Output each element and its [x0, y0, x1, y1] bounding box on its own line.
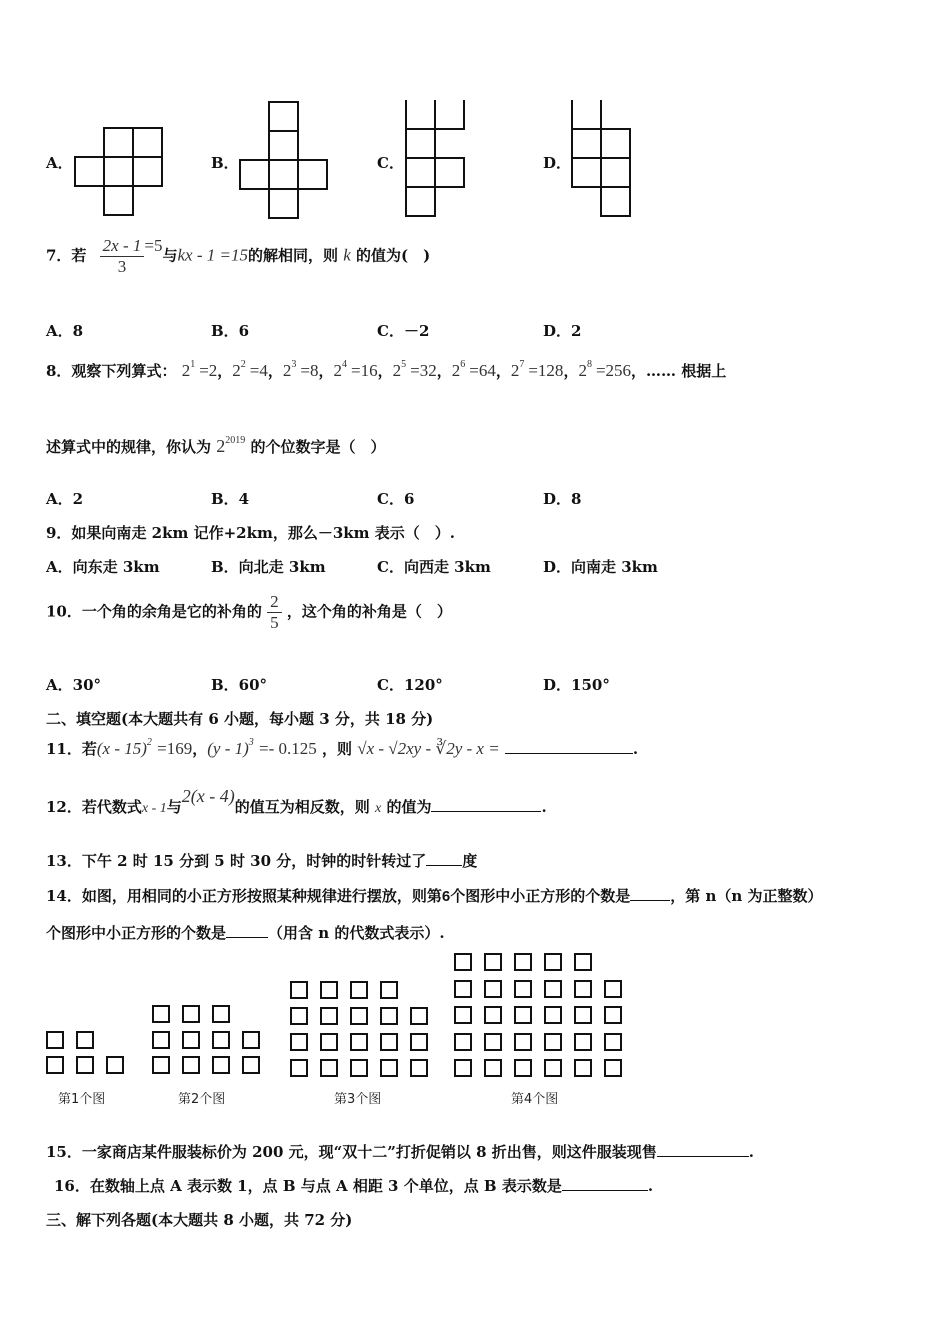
q14-answer-blank-2[interactable] [226, 923, 268, 938]
question-12 [46, 786, 547, 817]
q7-option-b: B．6 [211, 322, 250, 340]
q9-option-b: B．向北走 3km [211, 558, 326, 576]
q10-option-a-text: A．30° [46, 676, 102, 694]
q15-answer-blank[interactable] [657, 1142, 749, 1157]
q8-big-base: 2 [216, 436, 226, 456]
q8-separator: ， [267, 362, 283, 380]
q6-option-a-label: A． [46, 154, 73, 172]
q8-power-6 [452, 361, 496, 380]
q11-expr3: √x - √2xy - ∛2y - x = [357, 739, 500, 758]
q8-power-base: 2 [510, 361, 520, 380]
q7-option-a: A．8 [46, 322, 84, 340]
q12-text-a: 12．若代数式 [46, 798, 142, 816]
q13-answer-blank[interactable] [426, 851, 462, 866]
q10-option-d: D．150° [543, 676, 610, 694]
q14-figure-3 [291, 982, 427, 1076]
question-16 [54, 1175, 653, 1196]
q10-frac-den: 5 [270, 613, 279, 632]
q10-frac-num: 2 [267, 592, 282, 613]
question-10 [46, 592, 452, 633]
q11-expr2 [207, 739, 254, 758]
q12-answer-blank[interactable] [431, 797, 541, 812]
q8-option-c: C．6 [377, 490, 415, 508]
question-7 [46, 236, 430, 277]
q8-power-exp: 8 [586, 359, 592, 370]
q8-power-val: =16 [351, 361, 378, 380]
q6-option-b-net [237, 100, 329, 220]
q10-text-a: 10．一个角的余角是它的补角的 [46, 602, 262, 621]
q8-big-exp: 2019 [225, 435, 246, 446]
q11-expr1 [97, 739, 152, 758]
q11-expr2-base: (y - 1) [207, 739, 249, 758]
q11-number: 11．若 [46, 740, 97, 758]
q7-frac-num: 2x - 1 [100, 236, 145, 257]
question-8 [46, 360, 726, 381]
q8-power-base: 2 [333, 361, 343, 380]
q8-power-exp: 7 [519, 359, 525, 370]
q14-answer-blank-1[interactable] [630, 886, 670, 901]
q10-option-b: B．60° [211, 676, 268, 694]
q12-expr2: 2(x - 4) [181, 786, 235, 806]
q7-k: k [343, 245, 351, 265]
q7-tail1: 的解相同，则 [247, 246, 338, 265]
q14-pattern-figures [40, 950, 640, 1110]
q8-power-exp: 3 [291, 359, 297, 370]
q7-frac-den: 3 [117, 257, 127, 276]
q7-mid: 与 [162, 246, 178, 265]
q14-caption-1: 第1个图 [58, 1092, 106, 1107]
q12-expr1: x - 1 [141, 801, 167, 816]
q8-power-3 [283, 361, 319, 380]
q14-caption-3: 第3个图 [334, 1092, 382, 1107]
section-2-heading: 二、填空题(本大题共有 6 小题，每小题 3 分，共 18 分) [46, 710, 434, 728]
q14-line1-c: ，第 n（n 为正整数） [670, 887, 823, 905]
question-13 [46, 850, 477, 871]
q8-power-exp: 4 [342, 359, 348, 370]
q8-power-base: 2 [578, 361, 587, 380]
q8-line2 [46, 436, 386, 457]
q12-text-b: 的值互为相反数，则 [234, 798, 370, 816]
q15-text: 15．一家商店某件服装标价为 200 元，现“双十二”打折促销以 8 折出售，则这件服装现售 [46, 1143, 657, 1161]
q8-separator: ， [377, 362, 393, 380]
q11-comma: ， [192, 740, 208, 758]
q8-number: 8．观察下列算式： [46, 362, 177, 380]
q16-end: . [647, 1177, 654, 1195]
q13-text: 13．下午 2 时 15 分到 5 时 30 分，时钟的时针转过了 [46, 852, 427, 870]
q16-answer-blank[interactable] [562, 1176, 648, 1191]
q12-text-c: 的值为 [386, 798, 432, 816]
q10-text-b: ，这个角的补角是（ ） [286, 602, 452, 621]
q8-powers [181, 359, 632, 380]
q11-exp2: 3 [248, 737, 254, 748]
q8-ellipsis: ，…… 根据上 [631, 362, 727, 380]
q12-end: . [541, 798, 547, 816]
q10-fraction [267, 592, 282, 633]
q8-separator: ， [318, 362, 334, 380]
q14-caption-2: 第2个图 [178, 1092, 226, 1107]
q8-power-2 [232, 361, 268, 380]
question-14-line1 [46, 885, 823, 906]
q14-caption-4: 第4个图 [511, 1092, 559, 1107]
q8-line2-b: 的个位数字是（ ） [250, 438, 386, 456]
q8-power-base: 2 [282, 361, 292, 380]
q9-option-d: D．向南走 3km [543, 558, 658, 576]
q11-then: ，则 [322, 740, 353, 758]
q7-option-d: D．2 [543, 322, 582, 340]
q8-power-val: =8 [300, 361, 319, 380]
question-9: 9．如果向南走 2km 记作+2km，那么－3km 表示（ ）. [46, 524, 456, 542]
q8-option-a: A．2 [46, 490, 84, 508]
q12-x: x [375, 801, 382, 816]
q8-separator: ， [563, 362, 579, 380]
q8-power-exp: 2 [240, 359, 246, 370]
q8-power-base: 2 [392, 361, 402, 380]
q8-separator: ， [217, 362, 233, 380]
q6-option-d-label: D． [543, 154, 572, 172]
q8-power-exp: 6 [460, 359, 466, 370]
q8-power-exp: 1 [190, 359, 196, 370]
q8-line2-a: 述算式中的规律，你认为 [46, 438, 212, 456]
q14-figure-2 [153, 1006, 259, 1073]
section-3-heading: 三、解下列各题(本大题共 8 小题，共 72 分) [46, 1211, 353, 1229]
q7-number: 7．若 [46, 246, 87, 265]
q8-power-exp: 5 [401, 359, 407, 370]
q14-line1-a: 14．如图，用相同的小正方形按照某种规律进行摆放，则第 [46, 887, 442, 905]
q7-eq2: kx - 1 =15 [177, 245, 248, 265]
q14-six: 6 [441, 888, 451, 905]
question-14-line2 [46, 922, 445, 943]
q6-option-c-label: C． [377, 154, 404, 172]
q11-end: . [632, 740, 639, 758]
question-15 [46, 1141, 754, 1162]
q14-line1-b: 个图形中小正方形的个数是 [450, 887, 631, 905]
q8-power-val: =256 [595, 361, 632, 380]
q15-end: . [748, 1143, 755, 1161]
q8-power-1 [182, 361, 218, 380]
q9-option-c: C．向西走 3km [377, 558, 491, 576]
q8-power-val: =32 [410, 361, 437, 380]
q11-eq1: =169 [157, 739, 193, 758]
q11-answer-blank[interactable] [505, 739, 633, 754]
q6-option-c-net [403, 98, 467, 220]
q13-end: 度 [462, 852, 478, 870]
q6-option-b-label: B． [211, 154, 239, 172]
q7-fraction [100, 236, 145, 277]
q14-line2-b: （用含 n 的代数式表示）. [268, 924, 445, 942]
q14-line2-a: 个图形中小正方形的个数是 [46, 924, 227, 942]
q8-power-val: =2 [199, 361, 218, 380]
q8-power-base: 2 [451, 361, 461, 380]
question-11 [46, 738, 638, 759]
q10-option-a [46, 674, 101, 695]
q8-power-base: 2 [181, 361, 191, 380]
q7-eq-rhs: =5 [144, 235, 163, 255]
q8-option-d: D．8 [543, 490, 582, 508]
q7-tail2: 的值为( ) [356, 246, 431, 265]
q8-power-8 [578, 361, 631, 380]
q8-power-5 [393, 361, 437, 380]
q11-exp1: 2 [146, 737, 152, 748]
q8-option-b: B．4 [211, 490, 250, 508]
q12-mid: 与 [166, 798, 182, 816]
q8-separator: ， [495, 362, 511, 380]
q8-power-4 [334, 361, 378, 380]
q14-figure-4 [455, 954, 621, 1076]
q8-power-val: =4 [249, 361, 268, 380]
q8-power-7 [511, 361, 564, 380]
q11-eq2: =- 0.125 [259, 739, 317, 758]
q9-option-a: A．向东走 3km [46, 558, 160, 576]
q16-text: 16．在数轴上点 A 表示数 1，点 B 与点 A 相距 3 个单位，点 B 表示数是 [54, 1177, 562, 1195]
q10-option-c: C．120° [377, 676, 443, 694]
q8-power-base: 2 [232, 361, 241, 380]
q8-separator: ， [436, 362, 452, 380]
q8-power-val: =128 [528, 361, 564, 380]
q14-figure-1 [47, 1032, 123, 1073]
q7-option-c: C．－2 [377, 322, 430, 340]
q11-expr1-base: (x - 15) [96, 739, 147, 758]
q8-big-power [216, 436, 245, 456]
q8-power-val: =64 [469, 361, 496, 380]
q6-option-d-net [569, 98, 633, 220]
q6-option-a-net [72, 126, 164, 218]
